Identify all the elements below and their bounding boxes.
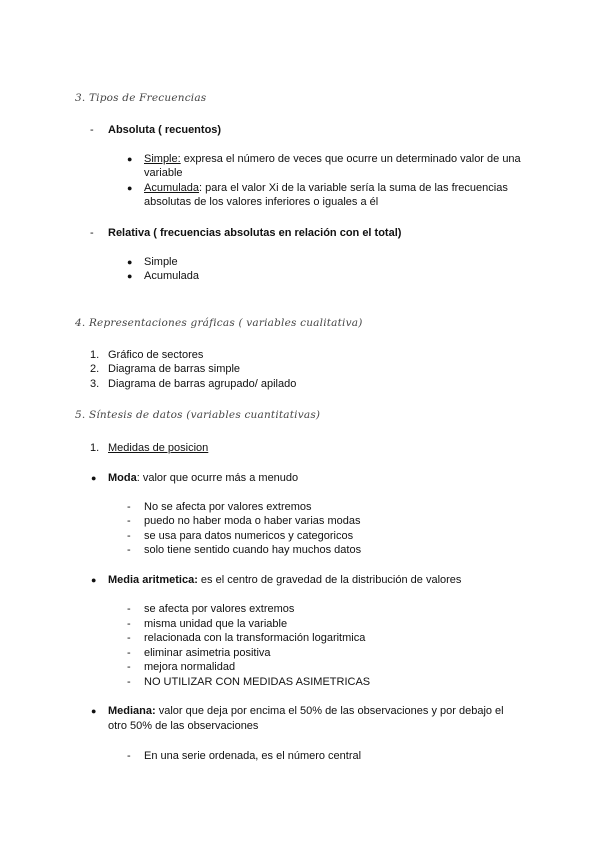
list-item: En una serie ordenada, es el número central	[144, 750, 362, 762]
list-item: eliminar asimetria positiva	[144, 647, 271, 659]
number-marker: 1.	[90, 442, 100, 454]
list-item: puedo no haber moda o haber varias modas	[144, 515, 361, 527]
section-5-heading: 5. Síntesis de datos (variables cuantitativas)	[75, 409, 321, 421]
medidas-subtitle: Medidas de posicion	[108, 442, 209, 454]
acumulada-text: : para el valor Xi de la variable sería la suma de las frecuencias	[199, 182, 508, 194]
moda-text: : valor que ocurre más a menudo	[136, 472, 299, 484]
list-item: Acumulada	[144, 270, 200, 282]
dash-marker: -	[127, 603, 131, 615]
relativa-label: Relativa ( frecuencias absolutas en relación con el total)	[108, 227, 402, 239]
dash-marker: -	[127, 515, 131, 527]
dash-marker: -	[127, 676, 131, 688]
dash-marker: -	[127, 618, 131, 630]
simple-definition	[144, 152, 521, 166]
number-marker: 3.	[90, 378, 100, 390]
number-marker: 1.	[90, 349, 100, 361]
bullet-marker: ●	[91, 706, 97, 716]
moda-definition	[108, 471, 298, 485]
moda-term: Moda	[108, 472, 137, 484]
dash-marker: -	[127, 544, 131, 556]
media-definition	[108, 573, 461, 587]
list-item: Gráfico de sectores	[108, 349, 204, 361]
list-item: se afecta por valores extremos	[144, 603, 295, 615]
media-text: es el centro de gravedad de la distribución de valores	[197, 574, 462, 586]
dash-marker: -	[127, 661, 131, 673]
absoluta-label: Absoluta ( recuentos)	[108, 124, 222, 136]
mediana-text: valor que deja por encima el 50% de las observaciones y por debajo el	[155, 705, 504, 717]
list-item: Simple	[144, 256, 178, 268]
acumulada-definition	[144, 181, 508, 195]
dash-marker: -	[127, 647, 131, 659]
dash-marker: -	[90, 124, 94, 136]
bullet-marker: ●	[127, 257, 133, 267]
list-item: No se afecta por valores extremos	[144, 501, 312, 513]
list-item: Diagrama de barras simple	[108, 363, 241, 375]
bullet-marker: ●	[127, 154, 133, 164]
list-item: Diagrama de barras agrupado/ apilado	[108, 378, 297, 390]
dash-marker: -	[90, 227, 94, 239]
mediana-definition-cont: otro 50% de las observaciones	[108, 720, 259, 732]
dash-marker: -	[127, 530, 131, 542]
acumulada-term: Acumulada	[144, 182, 200, 194]
list-item: solo tiene sentido cuando hay muchos datos	[144, 544, 362, 556]
list-item: se usa para datos numericos y categoricos	[144, 530, 354, 542]
list-item: relacionada con la transformación logaritmica	[144, 632, 366, 644]
acumulada-definition-cont: absolutas de los valores inferiores o iguales a él	[144, 196, 379, 208]
bullet-marker: ●	[91, 473, 97, 483]
section-4-heading: 4. Representaciones gráficas ( variables cualitativa)	[75, 317, 363, 329]
list-item: mejora normalidad	[144, 661, 236, 673]
simple-text: expresa el número de veces que ocurre un determinado valor de una	[180, 153, 521, 165]
list-item: misma unidad que la variable	[144, 618, 288, 630]
dash-marker: -	[127, 632, 131, 644]
dash-marker: -	[127, 501, 131, 513]
list-item: NO UTILIZAR CON MEDIDAS ASIMETRICAS	[144, 676, 371, 688]
media-term: Media aritmetica:	[108, 574, 198, 586]
mediana-definition	[108, 704, 504, 718]
number-marker: 2.	[90, 363, 100, 375]
bullet-marker: ●	[91, 575, 97, 585]
bullet-marker: ●	[127, 271, 133, 281]
mediana-term: Mediana:	[108, 705, 156, 717]
dash-marker: -	[127, 750, 131, 762]
simple-term: Simple:	[144, 153, 181, 165]
simple-definition-cont: variable	[144, 167, 183, 179]
section-3-heading: 3. Tipos de Frecuencias	[75, 92, 207, 104]
bullet-marker: ●	[127, 183, 133, 193]
